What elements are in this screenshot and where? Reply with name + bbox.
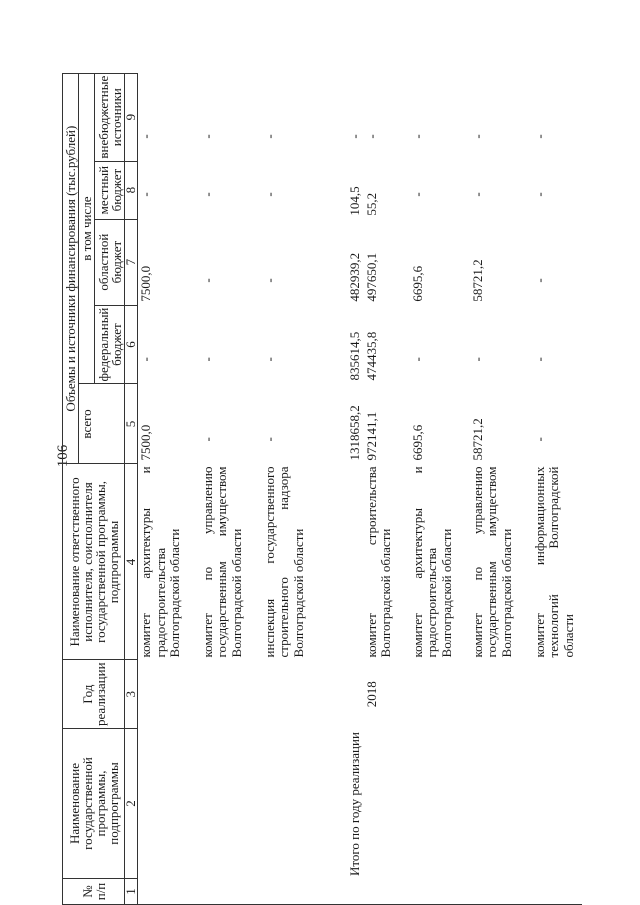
program-name-cell <box>470 729 532 879</box>
row-num-cell <box>138 879 200 905</box>
federal-cell: - <box>469 357 485 362</box>
offbudget-cell: - <box>409 134 425 139</box>
total-cell: - <box>531 437 547 442</box>
col-header-total: всего <box>79 384 125 464</box>
local-cell: - <box>531 192 547 197</box>
col-number: 7 <box>125 219 138 305</box>
year-cell <box>138 660 200 729</box>
offbudget-cell: - <box>531 134 547 139</box>
local-cell: - <box>261 192 277 197</box>
offbudget-cell: - <box>261 134 277 139</box>
table-row <box>532 73 582 904</box>
regional-cell: 482939,2 <box>347 252 362 302</box>
row-num-cell <box>200 879 262 905</box>
federal-cell: 474435,8 <box>363 331 379 381</box>
total-cell: 972141,1 <box>363 411 379 461</box>
local-cell: 104,5 <box>347 186 362 216</box>
executor-cell: комитет информационных технологий Волгоградской области <box>531 466 576 658</box>
col-header-year: Год реализации <box>63 660 125 729</box>
federal-cell: 835614,5 <box>347 331 362 381</box>
year-cell <box>410 660 470 729</box>
year-cell <box>532 660 582 729</box>
col-number: 5 <box>125 384 138 464</box>
local-cell: - <box>409 192 425 197</box>
total-cell: 58721,2 <box>469 418 485 461</box>
table-row <box>410 73 470 904</box>
executor-cell: комитет по управлению государственным имуществом Волгоградской области <box>199 466 244 658</box>
year-cell <box>262 660 324 729</box>
offbudget-cell: - <box>347 134 362 139</box>
col-number: 1 <box>125 879 138 905</box>
total-cell: - <box>261 437 277 442</box>
row-num-cell <box>532 879 582 905</box>
col-header-incl: в том числе <box>79 73 95 384</box>
column-number-row <box>125 73 138 904</box>
regional-cell: - <box>531 278 547 283</box>
col-header-offbudget: внебюджетные источники <box>95 73 125 161</box>
row-num-cell <box>324 879 364 905</box>
regional-cell: - <box>199 278 215 283</box>
program-name-cell <box>532 729 582 879</box>
year-cell <box>470 660 532 729</box>
regional-cell: 6695,6 <box>409 265 425 302</box>
regional-cell: 58721,2 <box>469 259 485 302</box>
table-row <box>138 73 200 904</box>
offbudget-cell: - <box>199 134 215 139</box>
local-cell: - <box>469 192 485 197</box>
page-number: 106 <box>55 444 71 468</box>
program-name-cell <box>410 729 470 879</box>
budget-table <box>62 73 582 905</box>
executor-cell: инспекция государственного строительного надзора Волгоградской области <box>261 466 306 658</box>
federal-cell: - <box>138 357 153 362</box>
local-cell: 55,2 <box>363 192 379 216</box>
regional-cell: 7500,0 <box>138 265 153 302</box>
program-name-cell <box>200 729 262 879</box>
regional-cell: 497650,1 <box>363 252 379 302</box>
total-cell: 7500,0 <box>138 424 153 461</box>
row-num-cell <box>410 879 470 905</box>
col-number: 6 <box>125 305 138 384</box>
table-row <box>364 73 410 904</box>
offbudget-cell: - <box>469 134 485 139</box>
year-cell: 2018 <box>363 681 379 708</box>
col-number: 3 <box>125 660 138 729</box>
program-name-cell <box>364 729 410 879</box>
col-number: 9 <box>125 73 138 161</box>
executor-cell: комитет архитектуры и градостроительства Волгоградской области <box>409 466 454 658</box>
col-header-regional: областной бюджет <box>95 219 125 305</box>
table-row <box>200 73 262 904</box>
executor-cell: комитет архитектуры и градостроительства Волгоградской области <box>138 466 182 658</box>
col-header-program: Наименование государственной программы, подпрограммы <box>63 729 125 879</box>
year-cell <box>200 660 262 729</box>
program-name-cell <box>138 729 200 879</box>
col-header-num: № п/п <box>63 879 125 905</box>
executor-cell: комитет строительства Волгоградской области <box>363 466 393 658</box>
federal-cell: - <box>261 357 277 362</box>
offbudget-cell: - <box>363 134 379 139</box>
col-number: 2 <box>125 729 138 879</box>
executor-cell: комитет по управлению государственным имуществом Волгоградской области <box>469 466 514 658</box>
row-num-cell <box>470 879 532 905</box>
table-row <box>324 73 364 904</box>
federal-cell: - <box>199 357 215 362</box>
local-cell: - <box>138 192 153 197</box>
col-header-local: местный бюджет <box>95 161 125 219</box>
table-row <box>262 73 324 904</box>
federal-cell: - <box>409 357 425 362</box>
offbudget-cell: - <box>138 134 153 139</box>
col-number: 8 <box>125 161 138 219</box>
program-name-cell: Итого по году реализации <box>347 732 362 876</box>
budget-table-sheet <box>62 25 602 905</box>
col-number: 4 <box>125 464 138 660</box>
program-name-cell <box>262 729 324 879</box>
regional-cell: - <box>261 278 277 283</box>
row-num-cell <box>262 879 324 905</box>
federal-cell: - <box>531 357 547 362</box>
year-cell <box>324 660 364 729</box>
col-header-federal: федеральный бюджет <box>95 305 125 384</box>
total-cell: 1318658,2 <box>347 405 362 461</box>
local-cell: - <box>199 192 215 197</box>
executor-cell <box>324 464 364 660</box>
total-cell: 6695,6 <box>409 424 425 461</box>
col-header-funding: Объемы и источники финансирования (тыс.рублей) <box>63 73 79 464</box>
row-num-cell <box>364 879 410 905</box>
col-header-executor: Наименование ответственного исполнителя, соисполнителя государственной программы, подпрограммы <box>63 464 125 660</box>
total-cell: - <box>199 437 215 442</box>
table-row <box>470 73 532 904</box>
